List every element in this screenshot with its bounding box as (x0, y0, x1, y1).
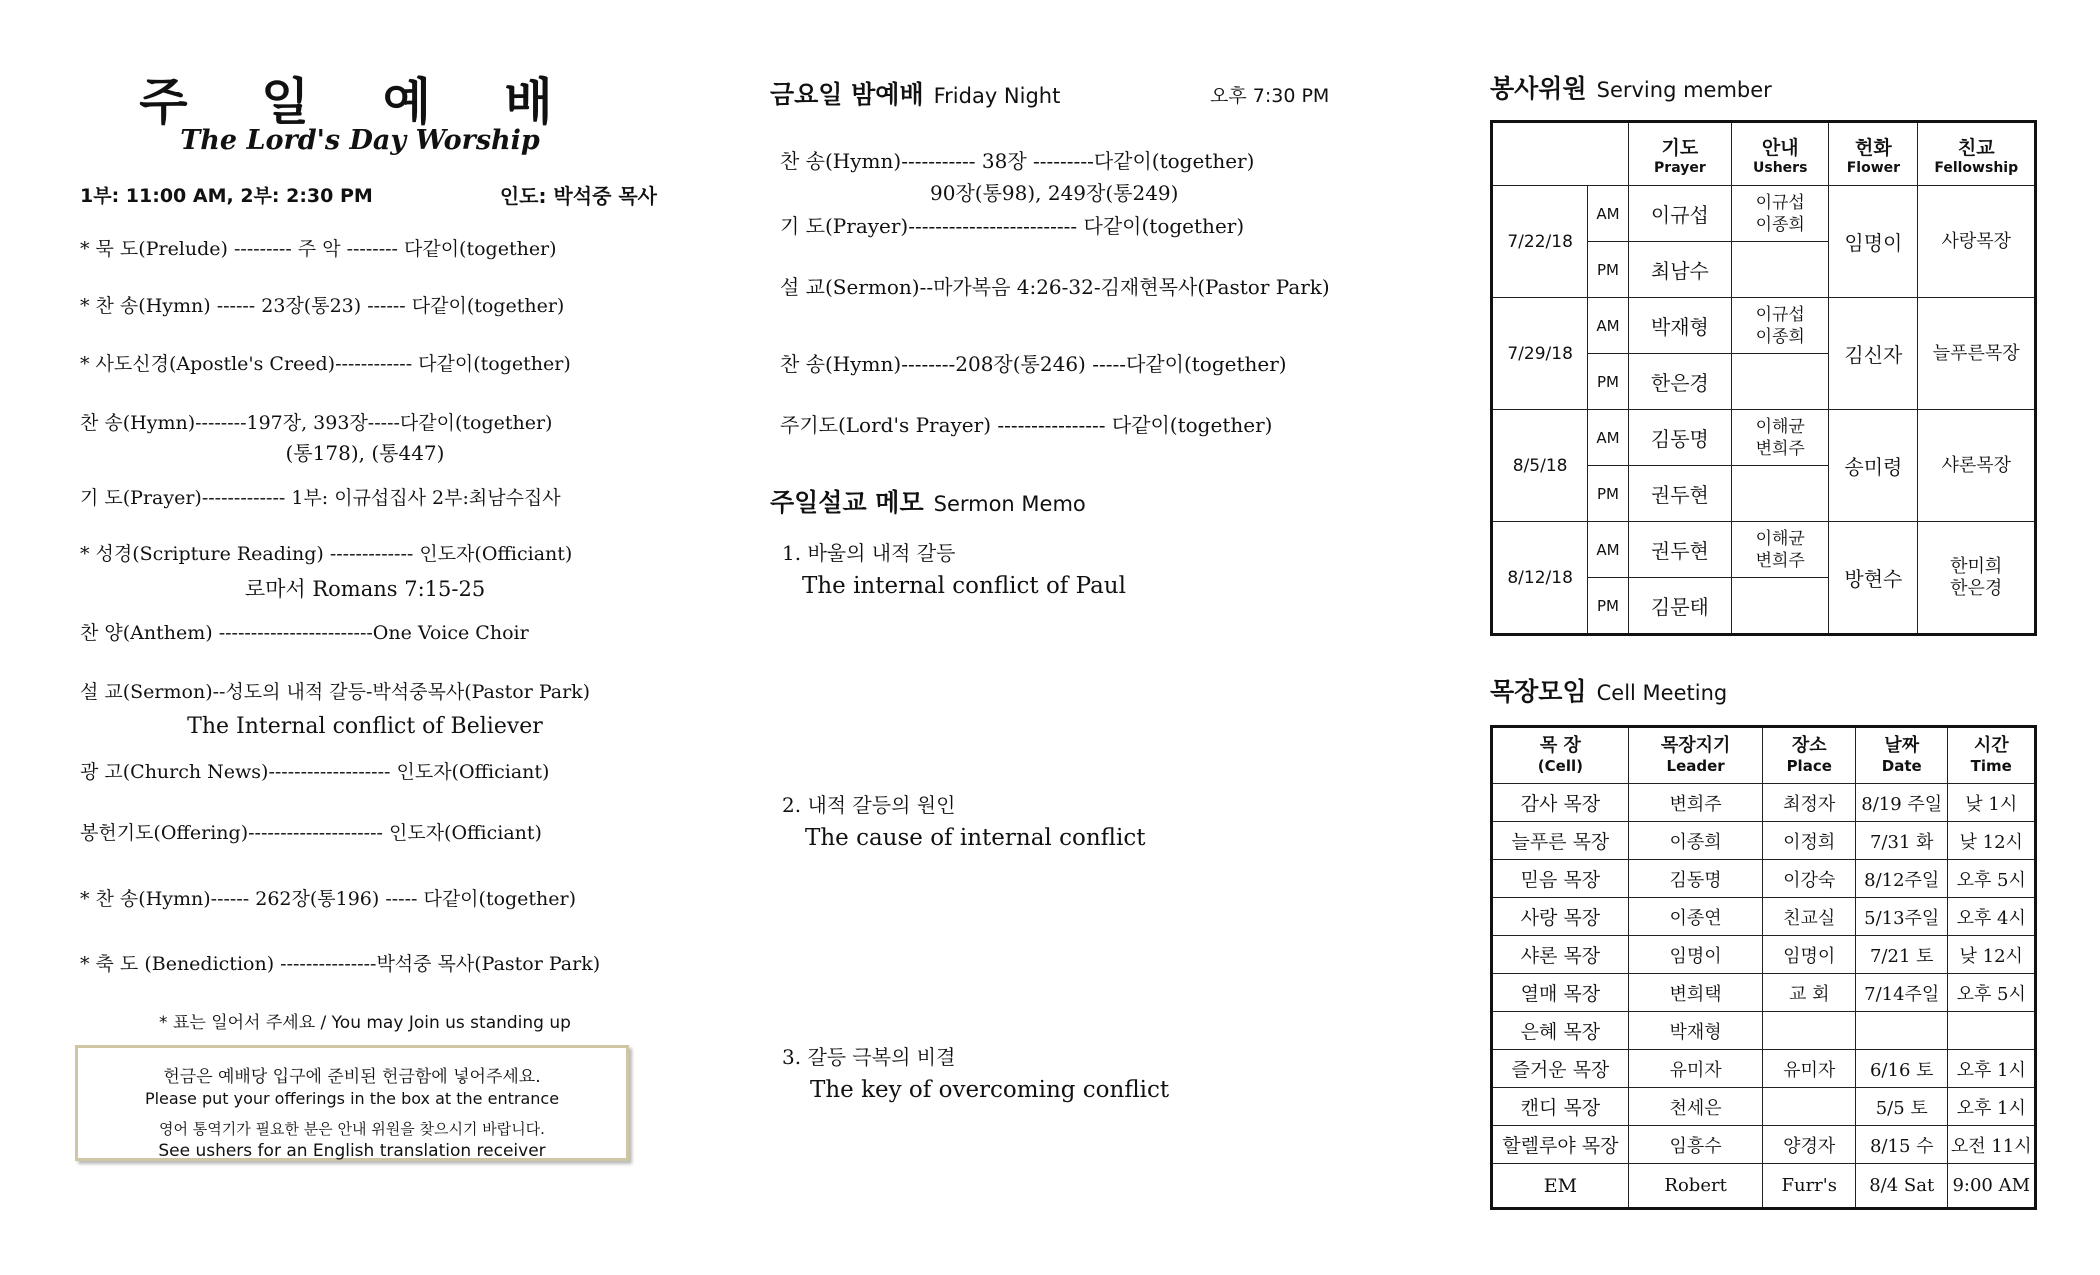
standing-note: * 표는 일어서 주세요 / You may Join us standing up (159, 1013, 571, 1033)
ushers-cell: 이규섭 이종희 (1732, 298, 1829, 354)
cell-time: 오후 1시 (1948, 1050, 2036, 1088)
cell-header: 장소 Place (1763, 727, 1856, 784)
cell-header: 시간 Time (1948, 727, 2036, 784)
cell-header: 날짜 Date (1855, 727, 1948, 784)
cell-header: 목 장 (Cell) (1492, 727, 1629, 784)
page-subtitle: The Lord's Day Worship (180, 125, 540, 156)
cell-date: 7/31 화 (1855, 822, 1948, 860)
serving-heading (1490, 69, 1772, 105)
cell-place (1763, 1012, 1856, 1050)
cell-row (1492, 860, 2036, 898)
cell-header: 목장지기 Leader (1628, 727, 1763, 784)
order-item: 찬 송(Hymn)--------197장, 393장-----다같이(together) (80, 412, 553, 434)
fellowship-cell: 한미희 한은경 (1918, 522, 2036, 635)
serving-title-en: Serving member (1596, 78, 1772, 102)
memo-heading (770, 483, 1086, 519)
order-item: * 축 도 (Benediction) ---------------박석중 목사(Pastor Park) (80, 953, 601, 975)
cell-name: 은혜 목장 (1492, 1012, 1629, 1050)
prayer-pm: 권두현 (1628, 466, 1731, 522)
cell-time: 낮 1시 (1948, 784, 2036, 822)
cell-leader: 천세은 (1628, 1088, 1763, 1126)
cell-date (1855, 1012, 1948, 1050)
translation-notice-en: See ushers for an English translation receiver (158, 1141, 546, 1161)
cell-date: 8/4 Sat (1855, 1164, 1948, 1209)
cell-place: 이정희 (1763, 822, 1856, 860)
header-ushers: 안내 Ushers (1732, 122, 1829, 186)
cell-time (1948, 1012, 2036, 1050)
cell-place: 이강숙 (1763, 860, 1856, 898)
service-leader: 인도: 박석중 목사 (499, 184, 657, 208)
prayer-am: 이규섭 (1628, 186, 1731, 242)
order-item: 광 고(Church News)------------------- 인도자(Officiant) (80, 761, 550, 783)
hymn-sub: (통178), (통447) (285, 441, 445, 465)
cell-date: 8/19 주일 (1855, 784, 1948, 822)
friday-heading (770, 75, 1060, 111)
cell-meeting-table (1490, 725, 2037, 1210)
prayer-pm: 김문태 (1628, 578, 1731, 635)
ushers-pm-cell (1732, 578, 1829, 635)
am-label: AM (1588, 522, 1629, 578)
offering-notice-en: Please put your offerings in the box at the entrance (144, 1089, 560, 1108)
cell-name: 할렐루야 목장 (1492, 1126, 1629, 1164)
header-date (1492, 122, 1629, 186)
serving-row (1492, 522, 2036, 578)
ushers-cell: 이해균 변희주 (1732, 410, 1829, 466)
friday-order-item: 찬 송(Hymn)--------208장(통246) -----다같이(together) (780, 352, 1287, 376)
cell-name: 믿음 목장 (1492, 860, 1629, 898)
cell-row (1492, 1126, 2036, 1164)
flower-cell: 송미령 (1829, 410, 1918, 522)
service-times: 1부: 11:00 AM, 2부: 2:30 PM (80, 185, 373, 207)
fellowship-cell: 늘푸른목장 (1918, 298, 2036, 410)
cell-row (1492, 784, 2036, 822)
cell-date: 5/5 토 (1855, 1088, 1948, 1126)
serving-date: 7/22/18 (1492, 186, 1588, 298)
cell-time: 오후 5시 (1948, 974, 2036, 1012)
friday-order-item: 기 도(Prayer)------------------------- 다같이(together) (780, 214, 1245, 238)
serving-date: 8/5/18 (1492, 410, 1588, 522)
memo-point-ko: 3. 갈등 극복의 비결 (782, 1045, 956, 1069)
memo-title-en: Sermon Memo (933, 492, 1086, 516)
friday-title-en: Friday Night (933, 84, 1061, 108)
order-item: * 찬 송(Hymn)------ 262장(통196) ----- 다같이(together) (80, 888, 577, 910)
cell-leader: 이종희 (1628, 822, 1763, 860)
cell-row (1492, 1012, 2036, 1050)
cell-time: 오전 11시 (1948, 1126, 2036, 1164)
cell-place: 교 회 (1763, 974, 1856, 1012)
order-item: * 찬 송(Hymn) ------ 23장(통23) ------ 다같이(together) (80, 295, 565, 317)
cell-name: 열매 목장 (1492, 974, 1629, 1012)
friday-hymn-sub: 90장(통98), 249장(통249) (930, 181, 1179, 205)
cell-time: 낮 12시 (1948, 936, 2036, 974)
sermon-sub: The Internal conflict of Believer (187, 714, 543, 739)
pm-label: PM (1588, 466, 1629, 522)
cell-row (1492, 1088, 2036, 1126)
cell-time: 낮 12시 (1948, 822, 2036, 860)
ushers-cell: 이해균 변희주 (1732, 522, 1829, 578)
ushers-pm-cell (1732, 354, 1829, 410)
serving-row (1492, 410, 2036, 466)
order-item: 기 도(Prayer)------------- 1부: 이규섭집사 2부:최남수집사 (80, 487, 561, 509)
cell-name: EM (1492, 1164, 1629, 1209)
ushers-pm-cell (1732, 242, 1829, 298)
fellowship-cell: 샤론목장 (1918, 410, 2036, 522)
flower-cell: 임명이 (1829, 186, 1918, 298)
cell-date: 8/15 수 (1855, 1126, 1948, 1164)
cell-date: 8/12주일 (1855, 860, 1948, 898)
cell-title-en: Cell Meeting (1596, 681, 1728, 705)
friday-order-item: 설 교(Sermon)--마가복음 4:26-32-김재현목사(Pastor Park) (780, 275, 1330, 299)
cell-name: 사랑 목장 (1492, 898, 1629, 936)
offering-notice-ko: 헌금은 예배당 입구에 준비된 헌금함에 넣어주세요. (163, 1067, 541, 1087)
cell-title: 목장모임 (1490, 677, 1587, 706)
order-item: * 묵 도(Prelude) --------- 주 악 -------- 다같이(together) (80, 238, 557, 260)
cell-leader: 임명이 (1628, 936, 1763, 974)
ushers-cell: 이규섭 이종희 (1732, 186, 1829, 242)
cell-row (1492, 936, 2036, 974)
am-label: AM (1588, 298, 1629, 354)
memo-title: 주일설교 메모 (770, 488, 924, 517)
order-item: * 사도신경(Apostle's Creed)------------ 다같이(together) (80, 353, 571, 375)
prayer-am: 권두현 (1628, 522, 1731, 578)
cell-row (1492, 1164, 2036, 1209)
cell-date: 6/16 토 (1855, 1050, 1948, 1088)
serving-date: 7/29/18 (1492, 298, 1588, 410)
prayer-am: 김동명 (1628, 410, 1731, 466)
cell-name: 즐거운 목장 (1492, 1050, 1629, 1088)
cell-row (1492, 1050, 2036, 1088)
cell-leader: Robert (1628, 1164, 1763, 1209)
serving-date: 8/12/18 (1492, 522, 1588, 635)
cell-place: 최정자 (1763, 784, 1856, 822)
cell-leader: 변희택 (1628, 974, 1763, 1012)
order-item: * 성경(Scripture Reading) ------------- 인도자(Officiant) (80, 543, 573, 565)
cell-place: 친교실 (1763, 898, 1856, 936)
cell-time: 오후 4시 (1948, 898, 2036, 936)
am-label: AM (1588, 186, 1629, 242)
flower-cell: 방현수 (1829, 522, 1918, 635)
flower-cell: 김신자 (1829, 298, 1918, 410)
cell-name: 샤론 목장 (1492, 936, 1629, 974)
am-label: AM (1588, 410, 1629, 466)
memo-point-en: The internal conflict of Paul (802, 573, 1126, 599)
pm-label: PM (1588, 242, 1629, 298)
offering-notice-box (75, 1045, 629, 1161)
cell-row (1492, 898, 2036, 936)
serving-table (1490, 120, 2037, 636)
pm-label: PM (1588, 354, 1629, 410)
memo-point-en: The cause of internal conflict (805, 825, 1146, 851)
memo-point-ko: 1. 바울의 내적 갈등 (782, 541, 956, 565)
cell-name: 캔디 목장 (1492, 1088, 1629, 1126)
cell-time: 오후 5시 (1948, 860, 2036, 898)
cell-leader: 김동명 (1628, 860, 1763, 898)
friday-time: 오후 7:30 PM (1210, 85, 1330, 107)
cell-name: 늘푸른 목장 (1492, 822, 1629, 860)
cell-heading (1490, 672, 1727, 708)
order-item: 설 교(Sermon)--성도의 내적 갈등-박석중목사(Pastor Park) (80, 681, 591, 703)
cell-date: 7/14주일 (1855, 974, 1948, 1012)
cell-leader: 임흥수 (1628, 1126, 1763, 1164)
scripture-sub: 로마서 Romans 7:15-25 (244, 577, 486, 601)
cell-place (1763, 1088, 1856, 1126)
cell-leader: 이종연 (1628, 898, 1763, 936)
cell-place: 양경자 (1763, 1126, 1856, 1164)
cell-row (1492, 974, 2036, 1012)
order-item: 봉헌기도(Offering)--------------------- 인도자(Officiant) (80, 822, 542, 844)
cell-time: 오후 1시 (1948, 1088, 2036, 1126)
serving-title: 봉사위원 (1490, 74, 1587, 103)
cell-place: 유미자 (1763, 1050, 1856, 1088)
cell-leader: 박재형 (1628, 1012, 1763, 1050)
serving-header-row (1492, 122, 2036, 186)
order-item: 찬 양(Anthem) ------------------------One Voice Choir (80, 622, 529, 644)
fellowship-cell: 사랑목장 (1918, 186, 2036, 298)
friday-order-item: 찬 송(Hymn)----------- 38장 ---------다같이(together) (780, 149, 1255, 173)
cell-header-row (1492, 727, 2036, 784)
header-fellowship: 친교 Fellowship (1918, 122, 2036, 186)
prayer-pm: 한은경 (1628, 354, 1731, 410)
header-flower: 헌화 Flower (1829, 122, 1918, 186)
cell-leader: 변희주 (1628, 784, 1763, 822)
prayer-pm: 최남수 (1628, 242, 1731, 298)
friday-title: 금요일 밤예배 (770, 80, 924, 109)
pm-label: PM (1588, 578, 1629, 635)
cell-name: 감사 목장 (1492, 784, 1629, 822)
serving-row (1492, 298, 2036, 354)
cell-time: 9:00 AM (1948, 1164, 2036, 1209)
memo-point-ko: 2. 내적 갈등의 원인 (782, 793, 956, 817)
friday-order-item: 주기도(Lord's Prayer) ---------------- 다같이(together) (780, 413, 1273, 437)
translation-notice-ko: 영어 통역기가 필요한 분은 안내 위원을 찾으시기 바랍니다. (159, 1120, 545, 1138)
serving-row (1492, 186, 2036, 242)
ushers-pm-cell (1732, 466, 1829, 522)
cell-date: 7/21 토 (1855, 936, 1948, 974)
cell-place: 임명이 (1763, 936, 1856, 974)
page-title: 주 일 예 배 (139, 73, 581, 131)
memo-point-en: The key of overcoming conflict (810, 1077, 1170, 1103)
cell-date: 5/13주일 (1855, 898, 1948, 936)
cell-leader: 유미자 (1628, 1050, 1763, 1088)
header-prayer: 기도 Prayer (1628, 122, 1731, 186)
prayer-am: 박재형 (1628, 298, 1731, 354)
cell-row (1492, 822, 2036, 860)
cell-place: Furr's (1763, 1164, 1856, 1209)
